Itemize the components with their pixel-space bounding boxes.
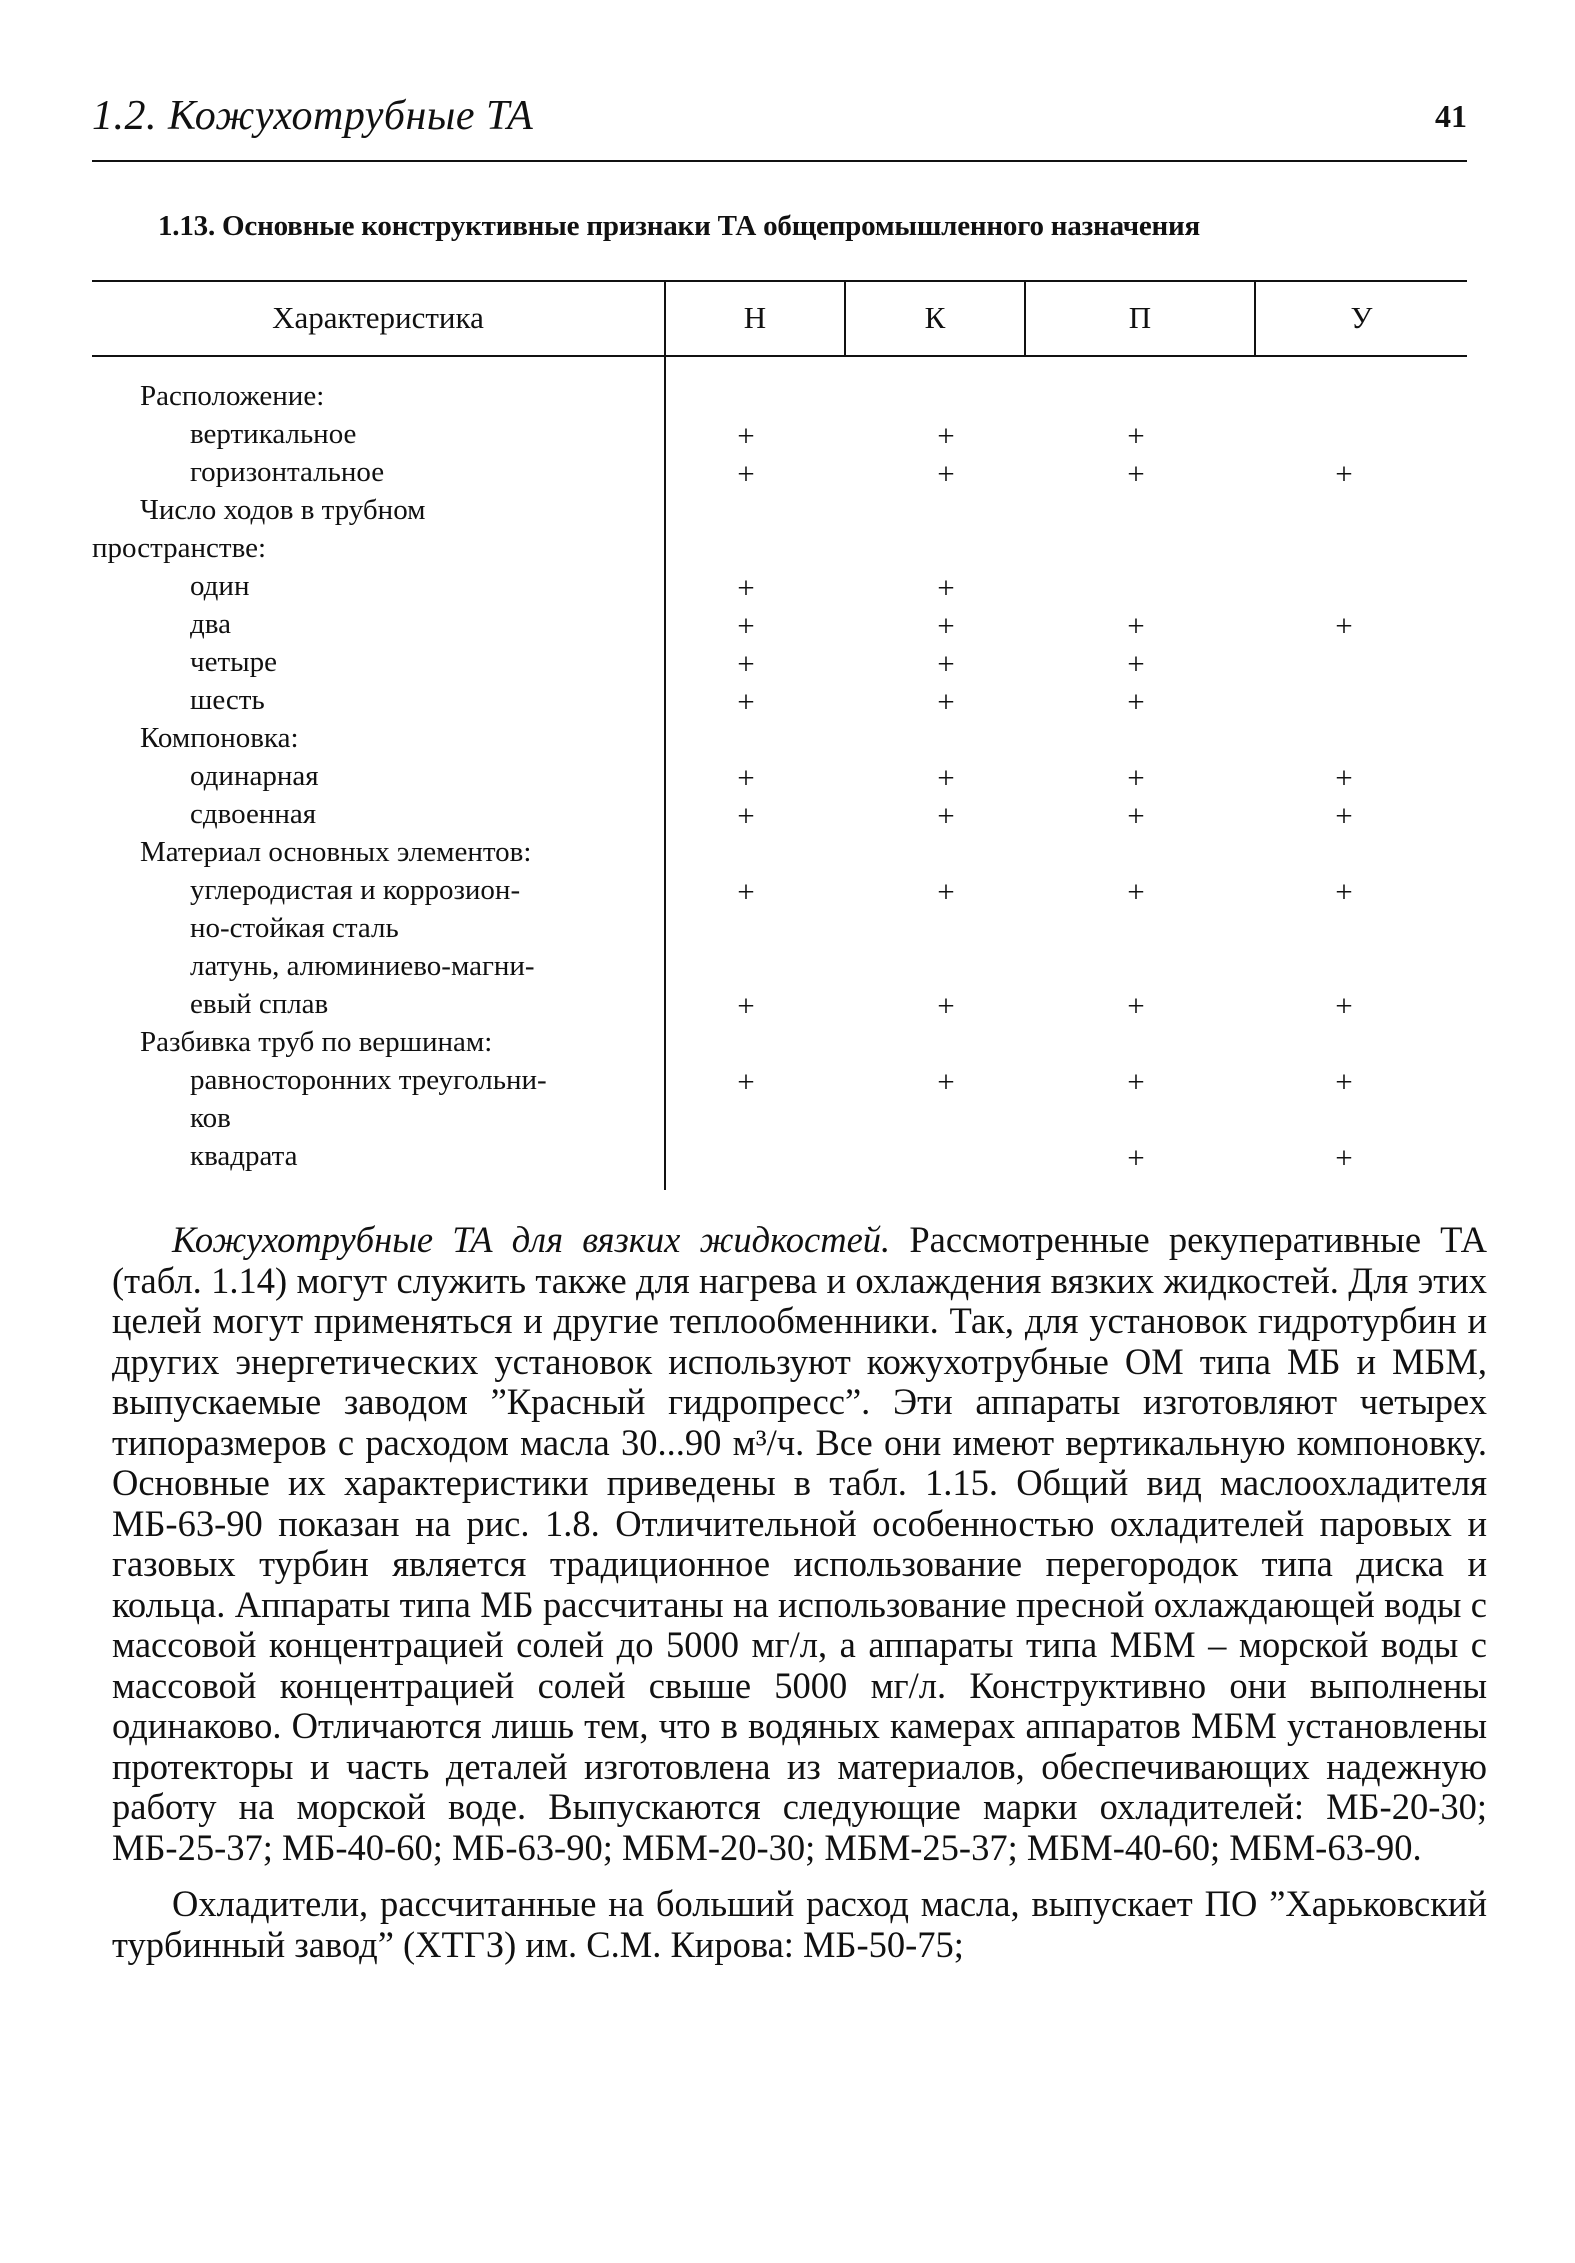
running-header [92,92,1467,152]
row-mark: + [1335,608,1353,643]
row-label: два [190,608,231,640]
row-mark: + [737,646,755,681]
table-row [92,646,1467,683]
row-label: пространстве: [92,532,267,564]
paragraph [112,1884,1487,1965]
row-label: горизонтальное [190,456,385,488]
row-mark: + [937,646,955,681]
table-row [92,988,1467,1025]
row-mark: + [1335,1140,1353,1175]
row-mark: + [1335,988,1353,1023]
row-mark: + [1127,608,1145,643]
row-label: четыре [190,646,277,678]
page-number: 41 [1435,98,1467,134]
row-mark: + [1335,1064,1353,1099]
row-label: вертикальное [190,418,357,450]
row-mark: + [737,456,755,491]
row-label: Расположение: [140,380,325,412]
table-row [92,494,1467,531]
header-rule [92,160,1467,162]
row-label: шесть [190,684,265,716]
table-row [92,722,1467,759]
row-mark: + [737,798,755,833]
row-mark: + [737,608,755,643]
table-row [92,380,1467,417]
column-header-characteristic: Характеристика [272,300,484,335]
table-row [92,684,1467,721]
row-mark: + [937,418,955,453]
row-mark: + [1335,874,1353,909]
row-label: равносторонних треугольни- [190,1064,547,1096]
row-mark: + [1335,456,1353,491]
row-mark: + [937,798,955,833]
row-mark: + [737,1064,755,1099]
row-label: углеродистая и коррозион- [190,874,521,906]
row-mark: + [737,570,755,605]
table-row [92,418,1467,455]
row-mark: + [1335,798,1353,833]
running-title: 1.2. Кожухотрубные ТА [92,93,534,139]
row-label: ков [190,1102,231,1134]
table-row [92,456,1467,493]
table-row [92,532,1467,569]
row-mark: + [937,1064,955,1099]
paragraph-text: Охладители, рассчитанные на больший расход масла, выпускает ПО ”Харьковский турбинный завод” (ХТГЗ) им. С.М. Кирова: МБ-50-75; [112,1883,1487,1965]
table-row [92,1026,1467,1063]
table-row [92,874,1467,911]
table-row [92,1140,1467,1177]
column-header-k: К [924,300,946,335]
table-row [92,1064,1467,1101]
table-row [92,570,1467,607]
row-mark: + [737,684,755,719]
row-mark: + [737,988,755,1023]
row-mark: + [1127,1140,1145,1175]
row-label: Материал основных элементов: [140,836,532,868]
row-label: Компоновка: [140,722,299,754]
row-label: Число ходов в трубном [140,494,426,526]
row-label: квадрата [190,1140,298,1172]
row-label: латунь, алюминиево-магни- [190,950,535,982]
row-label: сдвоенная [190,798,317,830]
paragraph [112,1220,1487,1868]
column-header-u: У [1350,300,1373,335]
row-label: Разбивка труб по вершинам: [140,1026,493,1058]
row-mark: + [737,874,755,909]
table-row [92,1102,1467,1139]
row-mark: + [737,760,755,795]
row-mark: + [937,570,955,605]
row-mark: + [937,760,955,795]
table-caption: 1.13. Основные конструктивные признаки ТА общепромышленного назначения [158,210,1201,242]
row-label: но-стойкая сталь [190,912,399,944]
row-mark: + [1127,1064,1145,1099]
paragraph-lead: Кожухотрубные ТА для вязких жидкостей. [172,1219,891,1260]
table-top-rule [92,280,1467,282]
row-mark: + [1127,456,1145,491]
column-header-n: Н [743,300,767,335]
row-label: евый сплав [190,988,329,1020]
row-mark: + [1127,988,1145,1023]
column-header-p: П [1128,300,1152,335]
row-mark: + [1127,760,1145,795]
row-mark: + [1127,874,1145,909]
row-mark: + [937,988,955,1023]
paragraph-text: Рассмотренные рекуперативные ТА (табл. 1.14) могут служить также для нагрева и охлаждения вязких жидкостей. Для этих целей могут применяться и другие теплообменники. Так, для установок гидротурбин и других энергетических установок используют кожухотрубные ОМ типа МБ и МБМ, выпускаемые заводом ”Красный гидропресс”. Эти аппараты изготовляют четырех типоразмеров с расходом масла 30...90 м³/ч. Все они имеют вертикальную компоновку. Основные их характеристики приведены в табл. 1.15. Общий вид маслоохладителя МБ-63-90 показан на рис. 1.8. Отличительной особенностью охладителей паровых и газовых турбин является традиционное использование перегородок типа диска и кольца. Аппараты типа МБ рассчитаны на использование пресной охлаждающей воды с массовой концентрацией солей до 5000 мг/л, а аппараты типа МБМ – морской воды с массовой концентрацией солей свыше 5000 мг/л. Конструктивно они выполнены одинаково. Отличаются лишь тем, что в водяных камерах аппаратов МБМ установлены протекторы и часть деталей изготовлена из материалов, обеспечивающих надежную работу на морской воде. Выпускаются следующие марки охладителей: МБ-20-30; МБ-25-37; МБ-40-60; МБ-63-90; МБМ-20-30; МБМ-25-37; МБМ-40-60; МБМ-63-90. [112,1219,1488,1868]
row-label: один [190,570,250,602]
row-mark: + [1127,798,1145,833]
table-row [92,950,1467,987]
row-mark: + [937,874,955,909]
table-row [92,912,1467,949]
row-label: одинарная [190,760,319,792]
row-mark: + [1335,760,1353,795]
row-mark: + [1127,684,1145,719]
row-mark: + [937,608,955,643]
table-row [92,798,1467,835]
table-row [92,760,1467,797]
row-mark: + [937,684,955,719]
row-mark: + [1127,646,1145,681]
body-text [112,1220,1487,1981]
row-mark: + [937,456,955,491]
row-mark: + [737,418,755,453]
table-header-rule [92,355,1467,357]
row-mark: + [1127,418,1145,453]
table-row [92,836,1467,873]
table-row [92,608,1467,645]
